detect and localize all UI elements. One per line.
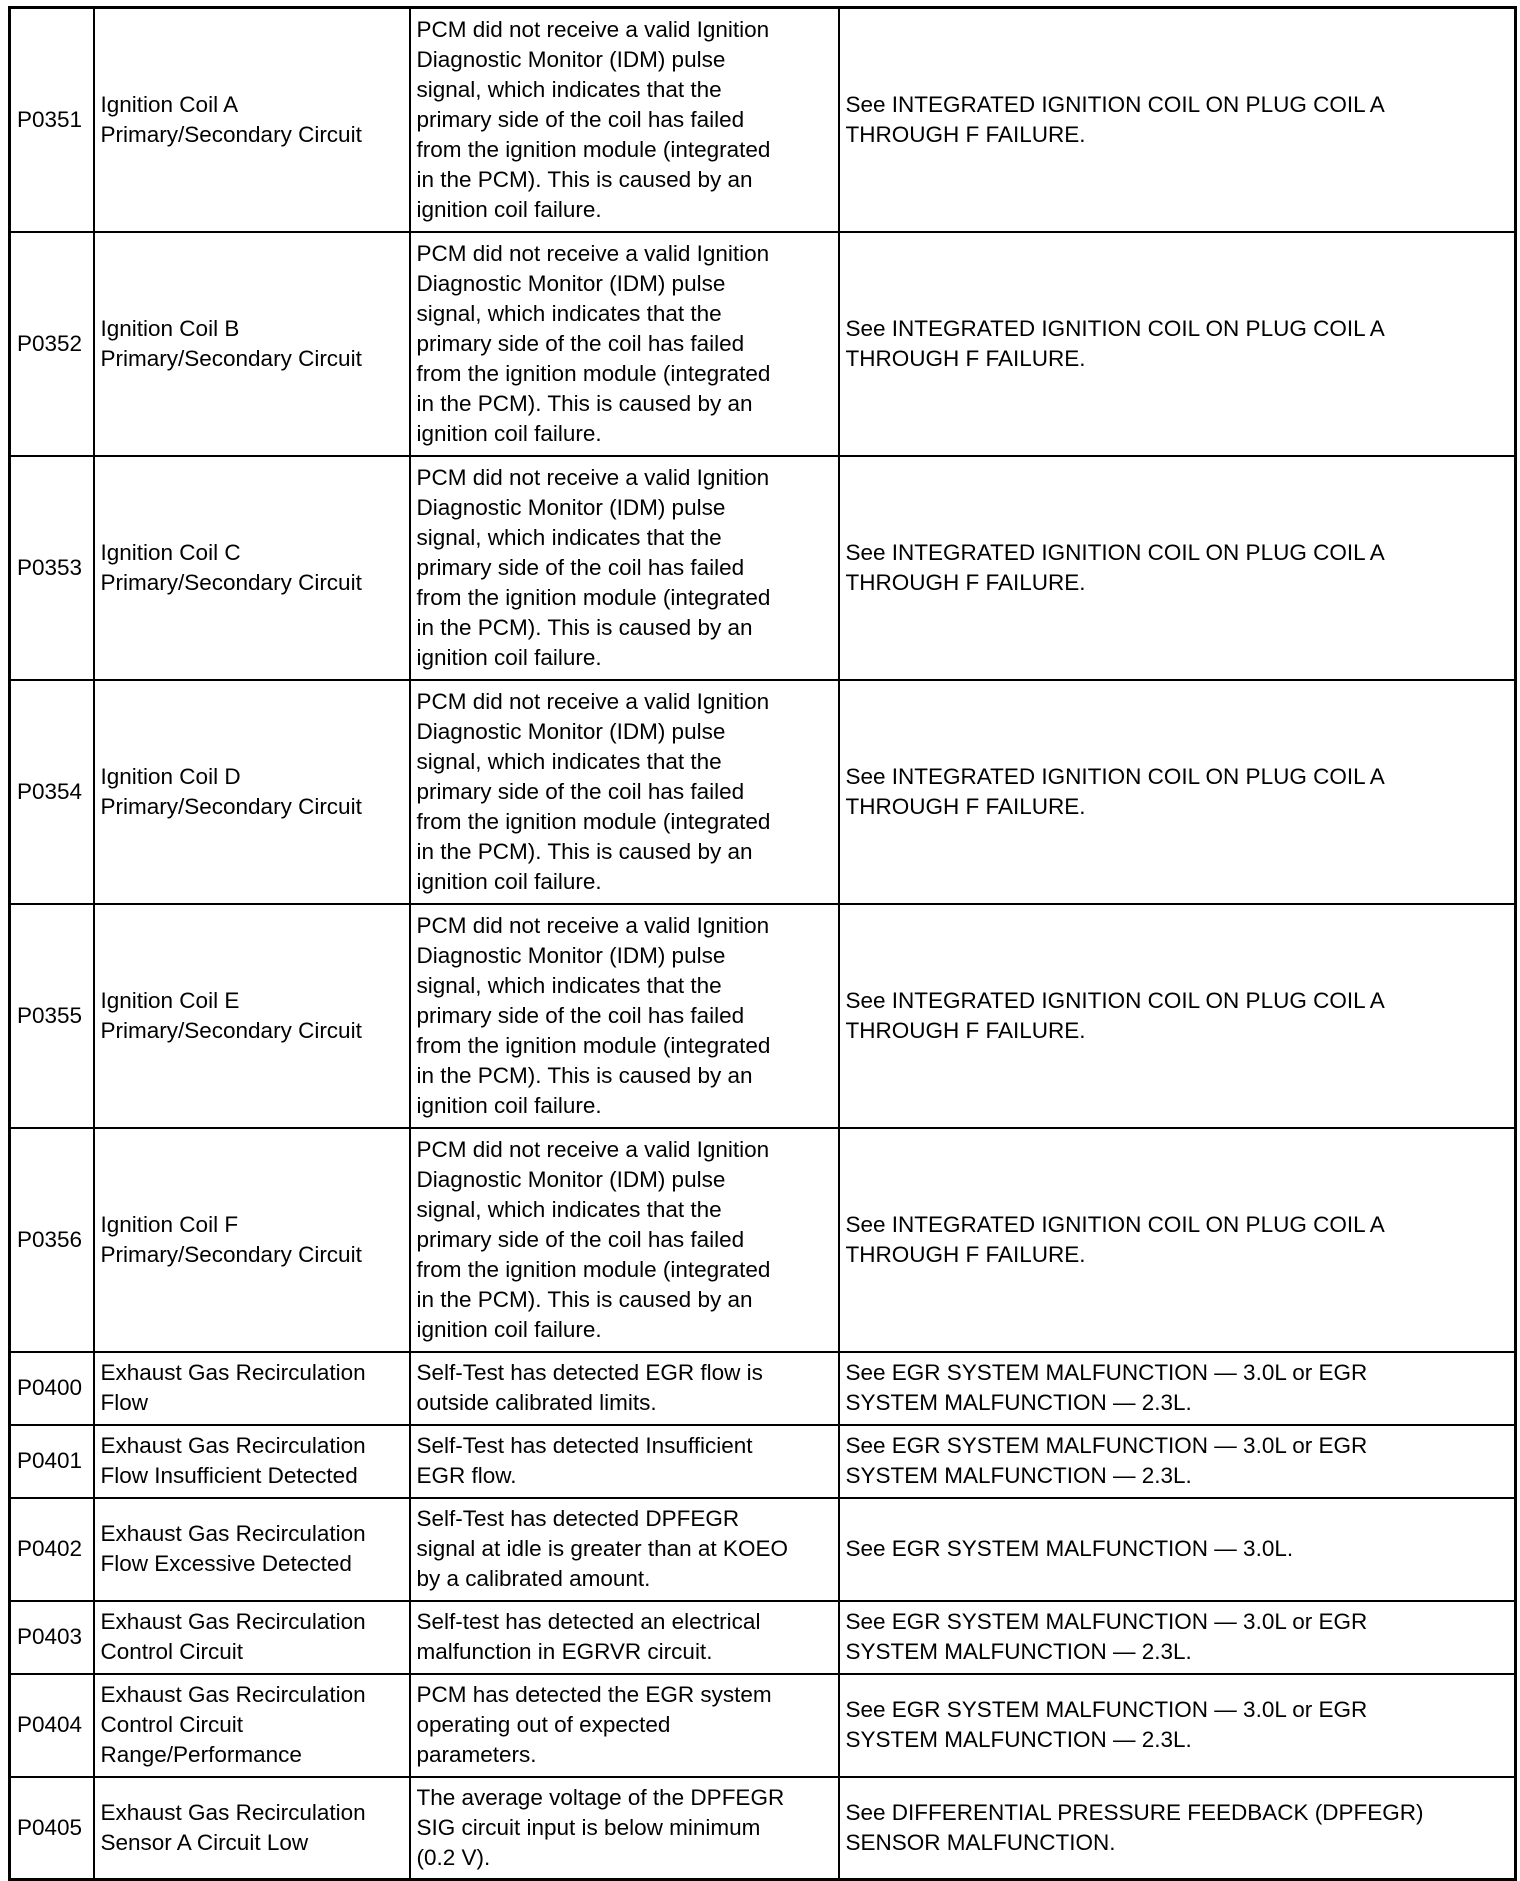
dtc-code: P0402 <box>10 1498 94 1601</box>
dtc-condition: Self-test has detected an electrical malfunction in EGRVR circuit. <box>410 1601 839 1674</box>
table-row <box>10 232 1516 456</box>
dtc-code: P0354 <box>10 680 94 904</box>
table-row <box>10 456 1516 680</box>
dtc-code: P0403 <box>10 1601 94 1674</box>
dtc-code: P0404 <box>10 1674 94 1777</box>
dtc-name: Ignition Coil E Primary/Secondary Circuit <box>94 904 410 1128</box>
dtc-code: P0356 <box>10 1128 94 1352</box>
dtc-condition: Self-Test has detected Insufficient EGR flow. <box>410 1425 839 1498</box>
dtc-name: Exhaust Gas Recirculation Flow <box>94 1352 410 1425</box>
dtc-code: P0353 <box>10 456 94 680</box>
dtc-condition: PCM did not receive a valid Ignition Diagnostic Monitor (IDM) pulse signal, which indicates that the primary side of the coil has failed from the ignition module (integrated in the PCM). This is caused by an ignition coil failure. <box>410 8 839 232</box>
table-row <box>10 1128 1516 1352</box>
dtc-code: P0405 <box>10 1777 94 1880</box>
dtc-code: P0400 <box>10 1352 94 1425</box>
dtc-condition: PCM did not receive a valid Ignition Diagnostic Monitor (IDM) pulse signal, which indicates that the primary side of the coil has failed from the ignition module (integrated in the PCM). This is caused by an ignition coil failure. <box>410 1128 839 1352</box>
dtc-action: See EGR SYSTEM MALFUNCTION — 3.0L or EGR SYSTEM MALFUNCTION — 2.3L. <box>839 1425 1516 1498</box>
dtc-code: P0352 <box>10 232 94 456</box>
table-row <box>10 1498 1516 1601</box>
dtc-code: P0355 <box>10 904 94 1128</box>
dtc-name: Exhaust Gas Recirculation Sensor A Circuit Low <box>94 1777 410 1880</box>
dtc-name: Ignition Coil D Primary/Secondary Circuit <box>94 680 410 904</box>
dtc-name: Exhaust Gas Recirculation Flow Insufficient Detected <box>94 1425 410 1498</box>
dtc-action: See EGR SYSTEM MALFUNCTION — 3.0L. <box>839 1498 1516 1601</box>
dtc-code: P0351 <box>10 8 94 232</box>
dtc-condition: PCM did not receive a valid Ignition Diagnostic Monitor (IDM) pulse signal, which indicates that the primary side of the coil has failed from the ignition module (integrated in the PCM). This is caused by an ignition coil failure. <box>410 456 839 680</box>
table-row <box>10 8 1516 232</box>
dtc-name: Ignition Coil A Primary/Secondary Circuit <box>94 8 410 232</box>
dtc-code: P0401 <box>10 1425 94 1498</box>
dtc-name: Ignition Coil C Primary/Secondary Circuit <box>94 456 410 680</box>
dtc-condition: PCM did not receive a valid Ignition Diagnostic Monitor (IDM) pulse signal, which indicates that the primary side of the coil has failed from the ignition module (integrated in the PCM). This is caused by an ignition coil failure. <box>410 680 839 904</box>
dtc-table-page <box>8 6 1514 1881</box>
dtc-table <box>8 6 1517 1881</box>
table-row <box>10 1425 1516 1498</box>
dtc-action: See INTEGRATED IGNITION COIL ON PLUG COIL A THROUGH F FAILURE. <box>839 8 1516 232</box>
table-row <box>10 904 1516 1128</box>
dtc-action: See INTEGRATED IGNITION COIL ON PLUG COIL A THROUGH F FAILURE. <box>839 904 1516 1128</box>
dtc-name: Ignition Coil F Primary/Secondary Circuit <box>94 1128 410 1352</box>
dtc-condition: PCM did not receive a valid Ignition Diagnostic Monitor (IDM) pulse signal, which indicates that the primary side of the coil has failed from the ignition module (integrated in the PCM). This is caused by an ignition coil failure. <box>410 232 839 456</box>
table-row <box>10 1777 1516 1880</box>
dtc-action: See INTEGRATED IGNITION COIL ON PLUG COIL A THROUGH F FAILURE. <box>839 456 1516 680</box>
dtc-name: Exhaust Gas Recirculation Control Circuit Range/Performance <box>94 1674 410 1777</box>
dtc-action: See EGR SYSTEM MALFUNCTION — 3.0L or EGR SYSTEM MALFUNCTION — 2.3L. <box>839 1601 1516 1674</box>
dtc-condition: PCM did not receive a valid Ignition Diagnostic Monitor (IDM) pulse signal, which indicates that the primary side of the coil has failed from the ignition module (integrated in the PCM). This is caused by an ignition coil failure. <box>410 904 839 1128</box>
dtc-action: See EGR SYSTEM MALFUNCTION — 3.0L or EGR SYSTEM MALFUNCTION — 2.3L. <box>839 1674 1516 1777</box>
dtc-action: See INTEGRATED IGNITION COIL ON PLUG COIL A THROUGH F FAILURE. <box>839 680 1516 904</box>
dtc-condition: Self-Test has detected EGR flow is outside calibrated limits. <box>410 1352 839 1425</box>
dtc-action: See INTEGRATED IGNITION COIL ON PLUG COIL A THROUGH F FAILURE. <box>839 1128 1516 1352</box>
dtc-condition: Self-Test has detected DPFEGR signal at idle is greater than at KOEO by a calibrated amount. <box>410 1498 839 1601</box>
dtc-name: Ignition Coil B Primary/Secondary Circuit <box>94 232 410 456</box>
table-row <box>10 1674 1516 1777</box>
dtc-action: See DIFFERENTIAL PRESSURE FEEDBACK (DPFEGR) SENSOR MALFUNCTION. <box>839 1777 1516 1880</box>
dtc-name: Exhaust Gas Recirculation Flow Excessive Detected <box>94 1498 410 1601</box>
dtc-name: Exhaust Gas Recirculation Control Circuit <box>94 1601 410 1674</box>
dtc-condition: PCM has detected the EGR system operating out of expected parameters. <box>410 1674 839 1777</box>
table-row <box>10 1601 1516 1674</box>
table-row <box>10 680 1516 904</box>
dtc-action: See INTEGRATED IGNITION COIL ON PLUG COIL A THROUGH F FAILURE. <box>839 232 1516 456</box>
dtc-action: See EGR SYSTEM MALFUNCTION — 3.0L or EGR SYSTEM MALFUNCTION — 2.3L. <box>839 1352 1516 1425</box>
dtc-condition: The average voltage of the DPFEGR SIG circuit input is below minimum (0.2 V). <box>410 1777 839 1880</box>
table-row <box>10 1352 1516 1425</box>
